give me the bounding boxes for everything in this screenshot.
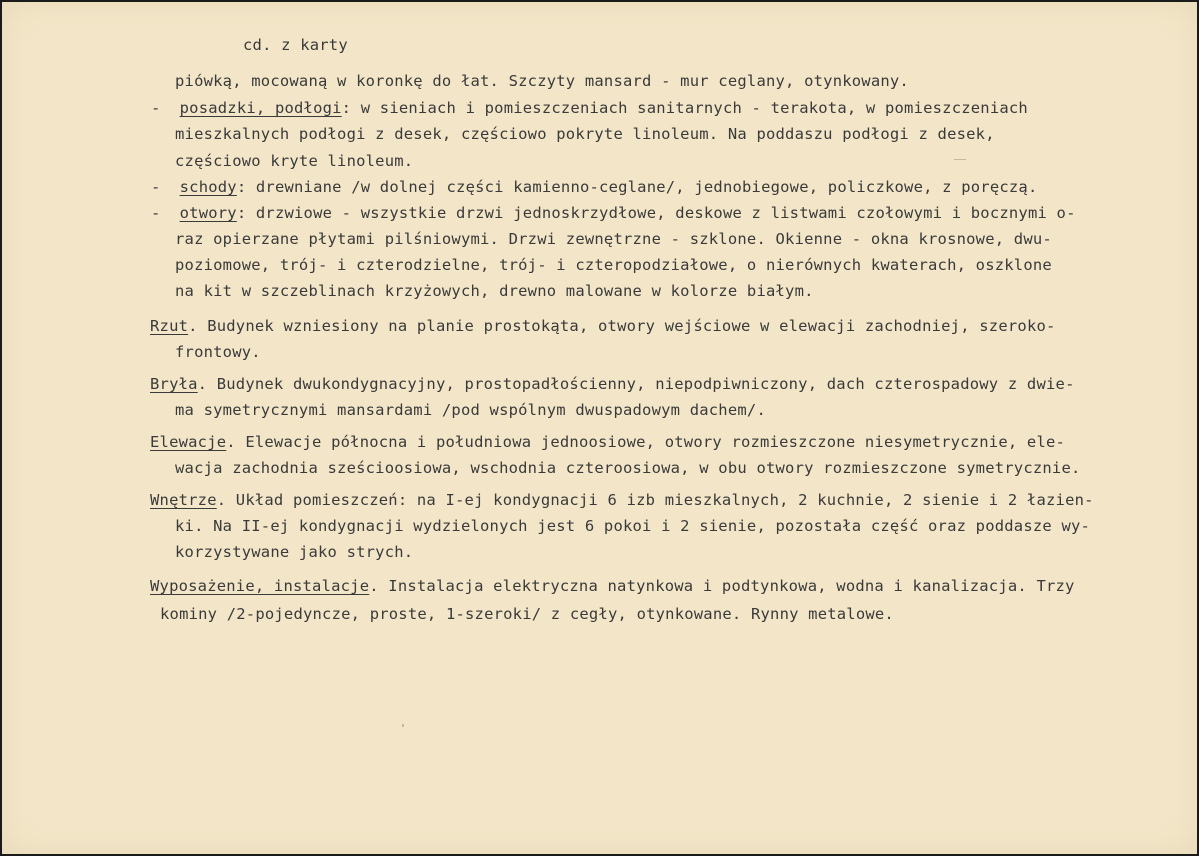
text-line: kominy /2-pojedyncze, proste, 1-szeroki/ z cegły, otynkowane. Rynny metalowe. xyxy=(160,605,894,623)
paragraph-rzut xyxy=(150,317,1056,335)
bullet-schody xyxy=(151,178,1038,196)
text-line: wacja zachodnia sześcioosiowa, wschodnia czteroosiowa, w obu otwory rozmieszczone symetrycznie. xyxy=(175,459,1081,477)
section-text-posadzki: : w sieniach i pomieszczeniach sanitarnych - terakota, w pomieszczeniach xyxy=(341,99,1028,117)
section-heading-otwory: otwory xyxy=(179,204,237,222)
section-text-bryla: . Budynek dwukondygnacyjny, prostopadłościenny, niepodpiwniczony, dach czterospadowy z dwie- xyxy=(197,375,1075,393)
section-heading-wyposazenie: Wyposażenie, instalacje xyxy=(150,577,370,595)
section-heading-elewacje: Elewacje xyxy=(150,433,227,451)
text-line: frontowy. xyxy=(175,343,261,361)
card-header: cd. z karty xyxy=(243,36,348,54)
section-text-elewacje: . Elewacje północna i południowa jednoosiowe, otwory rozmieszczone niesymetrycznie, ele- xyxy=(226,433,1066,451)
text-line: ma symetrycznymi mansardami /pod wspólnym dwuspadowym dachem/. xyxy=(175,401,766,419)
paragraph-bryla xyxy=(150,375,1075,393)
text-line: korzystywane jako strych. xyxy=(175,543,414,561)
paragraph-elewacje xyxy=(150,433,1065,451)
section-heading-posadzki: posadzki, podłogi xyxy=(179,99,342,117)
section-text-wyposazenie: . Instalacja elektryczna natynkowa i podtynkowa, wodna i kanalizacja. Trzy xyxy=(369,577,1075,595)
bullet-dash: - xyxy=(151,178,161,196)
text-line: raz opierzane płytami pilśniowymi. Drzwi zewnętrzne - szklone. Okienne - okna krosnowe, dwu- xyxy=(175,230,1052,248)
text-line: częściowo kryte linoleum. xyxy=(175,152,414,170)
section-text-wnetrze: . Układ pomieszczeń: na I-ej kondygnacji 6 izb mieszkalnych, 2 kuchnie, 2 sienie i 2 łazien- xyxy=(216,491,1094,509)
text-line: poziomowe, trój- i czterodzielne, trój- i czteropodziałowe, o nierównych kwaterach, oszklone xyxy=(175,256,1052,274)
section-heading-wnetrze: Wnętrze xyxy=(150,491,217,509)
paragraph-wyposazenie xyxy=(150,577,1075,595)
bullet-dash: - xyxy=(151,204,161,222)
section-heading-bryla: Bryła xyxy=(150,375,198,393)
bullet-dash: - xyxy=(151,99,161,117)
section-text-schody: : drewniane /w dolnej części kamienno-ceglane/, jednobiegowe, policzkowe, z poręczą. xyxy=(236,178,1038,196)
catalog-card xyxy=(2,2,1197,854)
text-line-roof-cont: piówką, mocowaną w koronkę do łat. Szczyty mansard - mur ceglany, otynkowany. xyxy=(175,72,909,90)
section-heading-rzut: Rzut xyxy=(150,317,189,335)
section-text-rzut: . Budynek wzniesiony na planie prostokąta, otwory wejściowe w elewacji zachodniej, szeroko- xyxy=(188,317,1056,335)
bullet-otwory xyxy=(151,204,1076,222)
text-line: ki. Na II-ej kondygnacji wydzielonych jest 6 pokoi i 2 sienie, pozostała część oraz poddasze wy- xyxy=(175,517,1091,535)
text-line: na kit w szczeblinach krzyżowych, drewno malowane w kolorze białym. xyxy=(175,282,814,300)
text-line: mieszkalnych podłogi z desek, częściowo pokryte linoleum. Na poddaszu podłogi z desek, xyxy=(175,125,995,143)
bullet-posadzki xyxy=(151,99,1028,117)
ink-dot xyxy=(402,724,404,727)
paragraph-wnetrze xyxy=(150,491,1094,509)
section-text-otwory: : drzwiowe - wszystkie drzwi jednoskrzydłowe, deskowe z listwami czołowymi i bocznymi o- xyxy=(236,204,1076,222)
section-heading-schody: schody xyxy=(179,178,237,196)
ink-smudge xyxy=(954,159,966,160)
